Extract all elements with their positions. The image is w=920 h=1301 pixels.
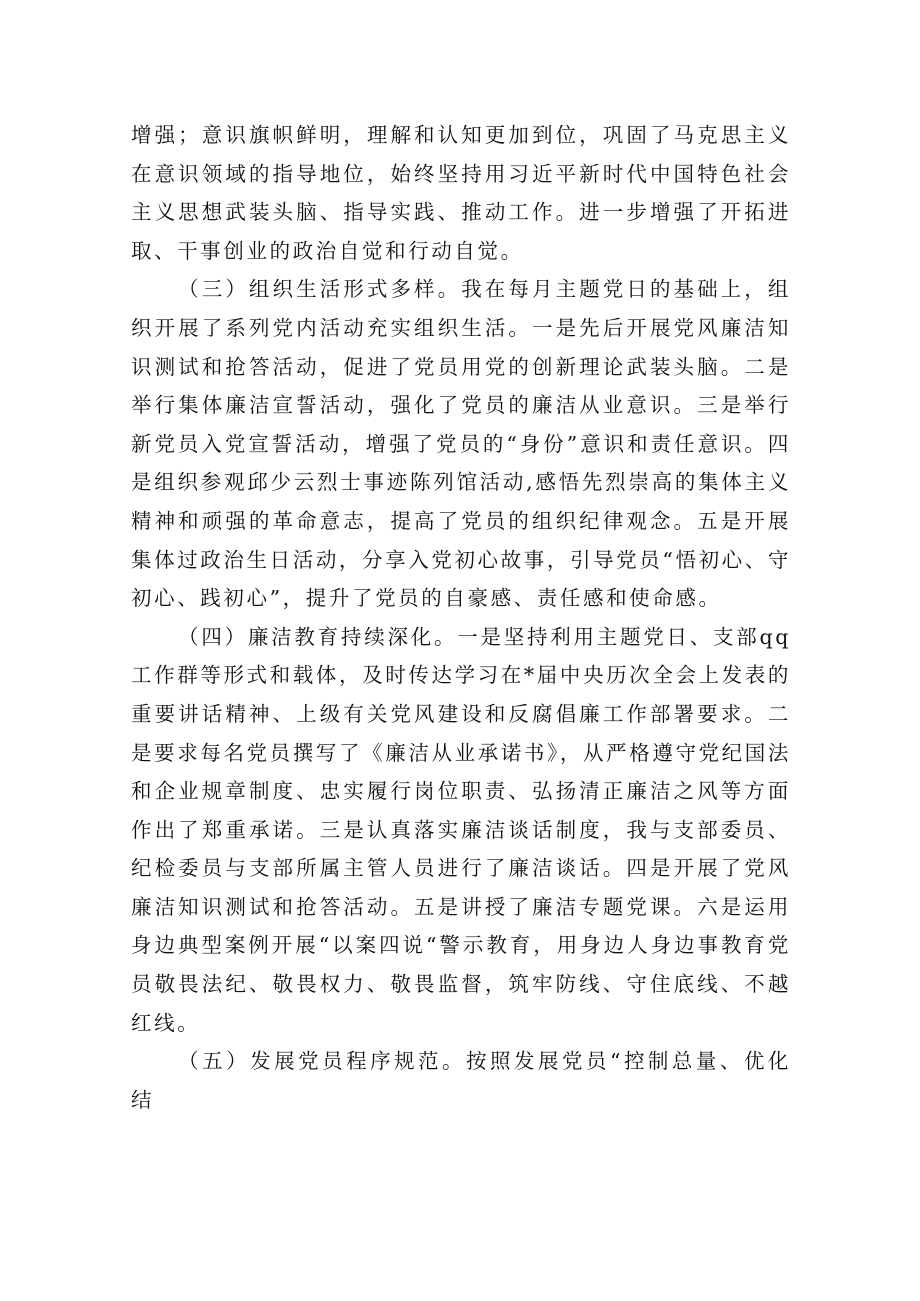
paragraph-continuation: 增强；意识旗帜鲜明，理解和认知更加到位，巩固了马克思主义在意识领域的指导地位，始终坚持用习近平新时代中国特色社会主义思想武装头脑、指导实践、推动工作。进一步增强了开拓进取、干事创业的政治自觉和行动自觉。 xyxy=(131,123,791,263)
document-body xyxy=(131,116,791,1119)
paragraph-section-3: （三）组织生活形式多样。我在每月主题党日的基础上，组织开展了系列党内活动充实组织生活。一是先后开展党风廉洁知识测试和抢答活动，促进了党员用党的创新理论武装头脑。二是举行集体廉洁宣誓活动，强化了党员的廉洁从业意识。三是举行新党员入党宣誓活动，增强了党员的“身份”意识和责任意识。四是组织参观邱少云烈士事迹陈列馆活动,感悟先烈崇高的集体主义精神和顽强的革命意志，提高了党员的组织纪律观念。五是开展集体过政治生日活动，分享入党初心故事，引导党员“悟初心、守初心、践初心”，提升了党员的自豪感、责任感和使命感。 xyxy=(131,277,791,611)
paragraph-section-4: （四）廉洁教育持续深化。一是坚持利用主题党日、支部qq工作群等形式和载体，及时传达学习在*届中央历次全会上发表的重要讲话精神、上级有关党风建设和反腐倡廉工作部署要求。二是要求每名党员撰写了《廉洁从业承诺书》，从严格遵守党纪国法和企业规章制度、忠实履行岗位职责、弘扬清正廉洁之风等方面作出了郑重承诺。三是认真落实廉洁谈话制度，我与支部委员、纪检委员与支部所属主管人员进行了廉洁谈话。四是开展了党风廉洁知识测试和抢答活动。五是讲授了廉洁专题党课。六是运用身边典型案例开展“以案四说“警示教育，用身边人身边事教育党员敬畏法纪、敬畏权力、敬畏监督，筑牢防线、守住底线、不越红线。 xyxy=(131,624,791,1035)
paragraph-section-5: （五）发展党员程序规范。按照发展党员“控制总量、优化结 xyxy=(131,1049,791,1112)
